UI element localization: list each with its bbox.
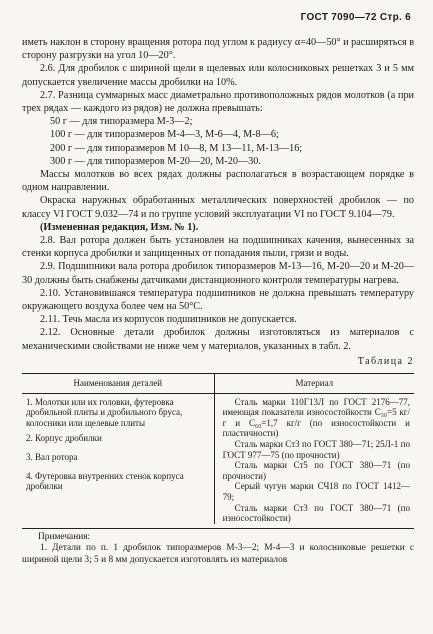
material-item: Сталь марки Ст5 по ГОСТ 380—71 (по прочности) <box>222 460 410 481</box>
list-item: 50 г — для типоразмера М-3—2; <box>50 116 193 128</box>
paragraph-2-9: 2.9. Подшипники вала ротора дробилок типоразмеров М-13—16, М-20—20 и М-20—30 должны быть снабжены датчиками дистанционного контроля температуры нагрева. <box>22 261 414 286</box>
table-caption: Таблица 2 <box>357 355 414 367</box>
list-item: 300 г — для типоразмеров М-20—20, М-20—30. <box>50 155 261 167</box>
materials-cell <box>214 393 414 524</box>
material-item: Сталь марки Ст3 по ГОСТ 380—71; 25Л-1 по ГОСТ 977—75 (по прочности) <box>222 439 410 460</box>
part-item: 3. Вал ротора <box>26 452 78 463</box>
paragraph: Окраска наружных обработанных металлических поверхностей дробилок — по классу VI ГОСТ 9.032—74 и по группе условий эксплуатации VI по ГОСТ 9.104—79. <box>22 195 414 220</box>
material-item: Сталь марки 110Г13Л по ГОСТ 2176—77, имеющая показатели износостойкости С₃₀=5 кг/г и С₆₀=1,7 кг/г (по износостойкости и пластичности) <box>222 396 410 439</box>
page-header: ГОСТ 7090—72 Стр. 6 <box>300 12 411 23</box>
materials-table <box>22 373 414 524</box>
paragraph-2-10: 2.10. Установившаяся температура подшипников не должна превышать температуру окружающего воздуха более чем на 50°С. <box>22 287 414 313</box>
column-header-material: Материал <box>214 374 414 394</box>
notes-section <box>22 528 414 566</box>
material-item: Серый чугун марки СЧ18 по ГОСТ 1412—79; <box>222 481 410 503</box>
parts-cell <box>22 393 214 524</box>
mass-limit-list <box>22 115 414 168</box>
note-1: 1. Детали по п. 1 дробилок типоразмеров М-3—2; М-4—3 и колосниковые решетки с шириной щели 3; 5 и 8 мм допускается изготовлять из материалов <box>22 543 414 565</box>
paragraph-2-11: 2.11. Течь масла из корпусов подшипников не допускается. <box>40 314 297 326</box>
paragraph-2-8: 2.8. Вал ротора должен быть установлен на подшипниках качения, вынесенных за стенки корпуса дробилки и защищенных от попадания пыли, грязи и воды. <box>22 235 414 260</box>
revision-note: (Измененная редакция, Изм. № 1). <box>40 221 199 233</box>
list-item: 100 г — для типоразмеров М-4—3, М-6—4, М-8—6; <box>50 129 279 141</box>
table-header-row <box>22 374 414 394</box>
document-body <box>22 36 414 566</box>
material-item: Сталь марки Ст3 по ГОСТ 380—71 (по износостойкости) <box>222 502 410 524</box>
paragraph-2-7: 2.7. Разница суммарных масс диаметрально противоположных рядов молотков (а при трех рядах — каждого из рядов) не должна превышать: <box>22 89 414 115</box>
paragraph: Массы молотков во всех рядах должны располагаться в возрастающем порядке в одном направлении. <box>22 169 414 194</box>
part-item: 4. Футеровка внутренних стенок корпуса дробилки <box>26 470 184 492</box>
column-header-parts: Наименования деталей <box>22 374 214 394</box>
list-item: 200 г — для типоразмеров М 10—8, М 13—11, М-13—16; <box>50 142 303 154</box>
paragraph: иметь наклон в сторону вращения ротора под углом к радиусу α=40—50° и расширяться в сторону разгрузки на угол 10—20°. <box>22 37 415 62</box>
paragraph-2-6: 2.6. Для дробилок с шириной щели в щелевых или колосниковых решетках 3 и 5 мм допускается увеличение массы дробилки на 10%. <box>22 63 414 88</box>
table-row <box>22 393 414 524</box>
paragraph-2-12: 2.12. Основные детали дробилок должны изготовляться из материалов с механическими свойствами не ниже чем у материалов, указанных в табл. 2. <box>22 327 414 352</box>
notes-title: Примечания: <box>38 531 91 542</box>
part-item: 2. Корпус дробилки <box>26 433 102 444</box>
part-item: 1. Молотки или их головки, футеровка дробильной плиты и дробильного бруса, колосники или щелевые плиты <box>26 396 183 428</box>
